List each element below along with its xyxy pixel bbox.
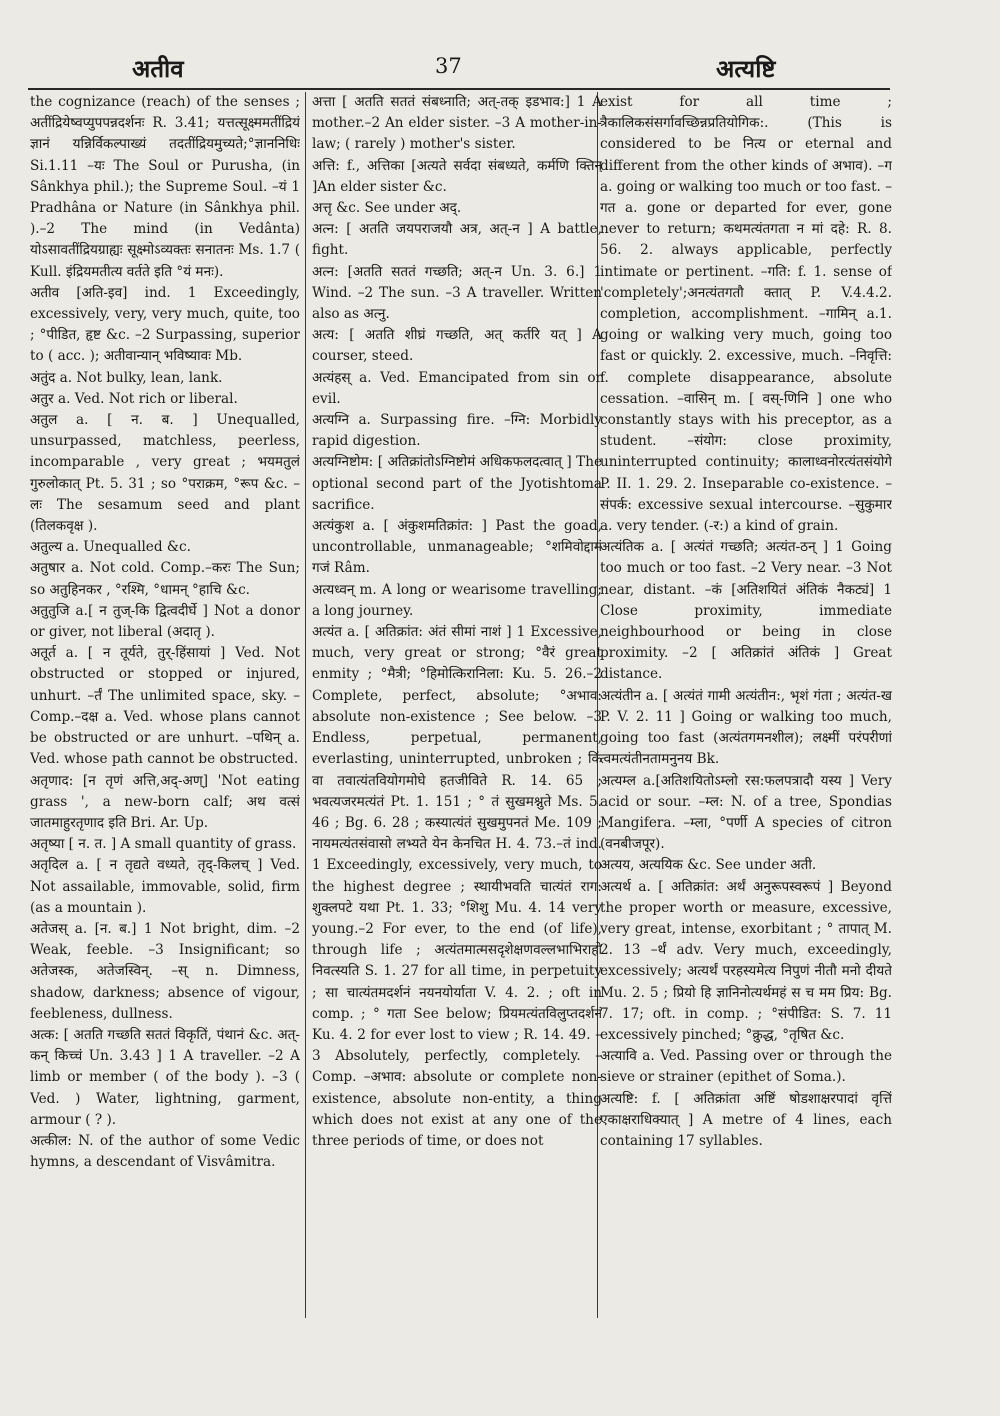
dictionary-entry: अत्य: [ अतति शीघ्रं गच्छति, अत् कर्तरि यत् ] A courser, steed. bbox=[312, 327, 602, 365]
dictionary-entry: अत्यर्थ a. [ अतिक्रांत: अर्थं अनुरूपस्वरूपं ] Beyond the proper worth or measure, excessive, very great, intense, exorbitant ; ° तापात् M. 2. 13 –र्थं adv. Very much, exceedingly, excessively; अत्यर्थं परहस्यमेत्य निपुणं नीतौ मनो दीयते Mu. 2. 5 ; प्रियो हि ज्ञानिनोत्यर्थमहं स च मम प्रिय: Bg. 7. 17; oft. in comp. ; °संपीडित: S. 7. 11 excessively pinched; °क्रुद्ध, °तृषित &c. bbox=[600, 878, 892, 1043]
dictionary-entry: अत्न: [ अतति जयपराजयौ अत्र, अत्-न ] A battle, fight. bbox=[312, 221, 602, 259]
left-running-head: अतीव bbox=[132, 54, 184, 83]
dictionary-entry: अत्यम्ल a.[अतिशयितोऽम्लो रस:फलपत्रादौ यस्य ] Very acid or sour. –म्ल: N. of a tree, Spondias Mangifera. –म्ला, °पर्णी A species of citron (वनबीजपूर). bbox=[600, 772, 892, 853]
dictionary-entry: अतेजस् a. [न. ब.] 1 Not bright, dim. –2 Weak, feeble. –3 Insignificant; so अतेजस्क, अतेजस्विन्. –स् n. Dimness, shadow, darkness; absence of vigour, feebleness, dullness. bbox=[30, 920, 300, 1022]
dictionary-entry: अतृष्या [ न. त. ] A small quantity of grass. bbox=[30, 836, 297, 853]
dictionary-entry: अत्यग्नि a. Surpassing fire. –ग्नि: Morbidly rapid digestion. bbox=[312, 412, 602, 450]
dictionary-entry: अत्यग्निष्टोम: [ अतिक्रांतोऽग्निष्टोमं अधिकफलदत्वात् ] The optional second part of the Jyotishtoma sacrifice. bbox=[312, 454, 602, 513]
dictionary-entry: अतुतुजि a.[ न तुज्-कि द्वित्वदीर्घे ] Not a donor or giver, not liberal (अदातृ ). bbox=[30, 602, 300, 641]
dictionary-entry: अत्यंत a. [ अतिक्रांत: अंतं सीमां नाशं ] 1 Excessive, much, very great or strong; °वैरं great enmity ; °मैत्री; °हिमोत्किरानिला: Ku. 5. 26.–2 Complete, perfect, absolute; °अभाव: absolute non-existence ; See below. –3 Endless, perpetual, permanent, everlasting, uninterrupted, unbroken ; किं वा तवात्यंतवियोगमोघे हतजीविते R. 14. 65 ; भवत्यजरमत्यंतं Pt. 1. 151 ; ° तं सुखमश्नुते Ms. 5. 46 ; Bg. 6. 28 ; कस्यात्यंतं सुखमुपनतं Me. 109 ; नायमत्यंतसंवासो लभ्यते येन केनचित H. 4. 73.–तं ind. 1 Exceedingly, excessively, very much, to the highest degree ; स्थायीभवति चात्यंतं राग: शुक्लपटे यथा Pt. 1. 33; °शिशु Mu. 4. 14 very young.–2 For ever, to the end (of life), through life ; अत्यंतमात्मसदृशेक्षणवल्लभाभिराहो निवत्स्यति S. 1. 27 for all time, in perpetuity ; सा चात्यंतमदर्शनं नयनयोर्याता V. 4. 2. ; oft in comp. ; ° गता See below; प्रियमत्यंतविलुप्तदर्शनं Ku. 4. 2 for ever lost to view ; R. 14. 49. –3 Absolutely, perfectly, completely. –Comp. –अभाव: absolute or complete non-existence, absolute non-entity, a thing which does not exist at any one of the three periods of time, or does not bbox=[312, 624, 602, 1149]
dictionary-entry: अतुल a. [ न. ब. ] Unequalled, unsurpassed, matchless, peerless, incomparable , very great ; भयमतुलं गुरुलोकात् Pt. 5. 31 ; so °पराक्रम, °रूप &c. –लः The sesamum seed and plant (तिलकवृक्ष ). bbox=[30, 412, 300, 535]
dictionary-entry: अतुषार a. Not cold. Comp.–करः The Sun; so अतुहिनकर , °रश्मि, °धामन् °हाचि &c. bbox=[30, 560, 300, 598]
dictionary-entry: अत्तृ &c. See under अद्. bbox=[312, 200, 462, 217]
dictionary-entry: अतृणाद: [न तृणं अत्ति,अद्-अण्] 'Not eating grass ', a new-born calf; अथ वत्सं जातमाहुरतृणाद इति Bri. Ar. Up. bbox=[30, 772, 300, 831]
dictionary-entry: अत्यावि a. Ved. Passing over or through the sieve or strainer (epithet of Soma.). bbox=[600, 1048, 892, 1086]
page-header bbox=[0, 40, 1000, 100]
dictionary-entry: अत्न: [अतति सततं गच्छति; अत्-न Un. 3. 6.] 1 Wind. –2 The sun. –3 A traveller. Written also as अत्नु. bbox=[312, 263, 602, 323]
dictionary-entry: अत्यष्टि: f. [ अतिक्रांता अष्टिं षोडशाक्षरपादां वृत्तिं एकाक्षराधिक्यात् ] A metre of 4 lines, each containing 17 syllables. bbox=[600, 1090, 892, 1149]
right-running-head: अत्यष्टि bbox=[716, 54, 776, 83]
dictionary-entry: अतूर्त a. [ न तूर्यते, तुर्-हिंसायां ] Ved. Not obstructed or stopped or injured, unhurt. –र्तं The unlimited space, sky. –Comp.–दक्ष a. Ved. whose plans cannot be obstructed or are unhurt. –पथिन् a. Ved. whose path cannot be obstructed. bbox=[30, 645, 300, 768]
dictionary-entry: अत्ति: f., अत्तिका [अत्यते सर्वदा संबध्यते, कर्मणि क्तिन् ]An elder sister &c. bbox=[312, 157, 602, 195]
dictionary-entry: अतुर a. Ved. Not rich or liberal. bbox=[30, 390, 238, 407]
dictionary-entry: अत्ता [ अतति सततं संबध्नाति; अत्-तक् इडभाव:] 1 A mother.–2 An elder sister. –3 A mother-in-law; ( rarely ) mother's sister. bbox=[312, 94, 602, 153]
header-rule bbox=[28, 88, 890, 90]
dictionary-entry: अत्यंहस् a. Ved. Emancipated from sin or evil. bbox=[312, 369, 602, 407]
dictionary-entry: अत्यध्वन् m. A long or wearisome travelling; a long journey. bbox=[312, 581, 602, 619]
dictionary-entry: अत्यय, अत्ययिक &c. See under अती. bbox=[600, 857, 817, 874]
column-middle bbox=[312, 92, 602, 1332]
dictionary-entry: अतृदिल a. [ न तृद्यते वध्यते, तृद्-किलच् ] Ved. Not assailable, immovable, solid, firm (as a mountain ). bbox=[30, 857, 300, 916]
column-divider bbox=[305, 92, 306, 1318]
dictionary-entry: अत्यंतीन a. [ अत्यंतं गामी अत्यंतीन:, भृशं गंता ; अत्यंत-ख P. V. 2. 11 ] Going or walking too much, going too fast (अत्यंतगमनशील); लक्ष्मीं परंपरीणां त्वमत्यंतीनतामनुनय Bk. bbox=[600, 687, 892, 768]
column-left bbox=[30, 92, 300, 1332]
page-number: 37 bbox=[435, 54, 462, 78]
dictionary-entry: अत्यंकुश a. [ अंकुशमतिक्रांत: ] Past the goad, uncontrollable, unmanageable; °शमिवोद्दामं गजं Râm. bbox=[312, 518, 602, 577]
dictionary-entry: अत्कील: N. of the author of some Vedic hymns, a descendant of Visvâmitra. bbox=[30, 1132, 300, 1171]
dictionary-entry: अतुंद a. Not bulky, lean, lank. bbox=[30, 369, 223, 386]
column-right bbox=[600, 92, 892, 1332]
dictionary-entry: अत्क: [ अतति गच्छति सततं विकृतिं, पंथानं &c. अत्-कन् किच्चं Un. 3.43 ] 1 A traveller. –2 A limb or member ( of the body ). –3 ( Ved. ) Water, lightning, garment, armour ( ? ). bbox=[30, 1026, 300, 1128]
dictionary-entry: अत्यंतिक a. [ अत्यंतं गच्छति; अत्यंत-ठन् ] 1 Going too much or too fast. –2 Very near. –3 Not near, distant. –कं [अतिशयितं अंतिकं नैकट्यं] 1 Close proximity, immediate neighbourhood or being in close proximity. –2 [ अतिक्रांतं अंतिकं ] Great distance. bbox=[600, 539, 892, 683]
dictionary-entry: अतीव [अति-इव] ind. 1 Exceedingly, excessively, very, very much, quite, too ; °पीडित, हृष्ट &c. –2 Surpassing, superior to ( acc. ); अतीवान्यान् भविष्यावः Mb. bbox=[30, 284, 300, 365]
dictionary-entry: the cognizance (reach) of the senses ; अतींद्रियेष्वप्युपपन्नदर्शनः R. 3.41; यत्तत्सूक्ष्ममतींद्रियं ज्ञानं यन्निर्विकल्पाख्यं तदतींद्रियमुच्यते;°ज्ञाननिधिः Si.1.11 –यः The Soul or Purusha, (in Sânkhya phil.); the Supreme Soul. –यं 1 Pradhâna or Nature (in Sânkhya phil. ).–2 The mind (in Vedânta) योऽसावतींद्रियग्राह्यः सूक्ष्मोऽव्यक्तः सनातनः Ms. 1.7 ( Kull. इंद्रियमतीत्य वर्तते इति °यं मनः). bbox=[30, 94, 300, 280]
dictionary-entry: अतुल्य a. Unequalled &c. bbox=[30, 539, 191, 556]
dictionary-entry: exist for all time ; त्रैकालिकसंसर्गावच्छिन्नप्रतियोगिक:. (This is considered to be नित्य or eternal and different from the other kinds of अभाव). –ग a. going or walking too much or too fast. –गत a. gone or departed for ever, gone never to return; कथमत्यंतगता न मां दहे: R. 8. 56. 2. always applicable, perfectly intimate or pertinent. –गति: f. 1. sense of 'completely';अनत्यंतगतौ क्तात् P. V.4.4.2. completion, accomplishment. –गामिन् a.1. going or walking very much, going too fast or quickly. 2. excessive, much. –निवृत्ति: f. complete disappearance, absolute cessation. –वासिन् m. [ वस्-णिनि ] one who constantly stays with his preceptor, as a student. –संयोग: close proximity, uninterrupted continuity; कालाध्वनोरत्यंतसंयोगे P. II. 1. 29. 2. Inseparable co-existence. –संपर्क: excessive sexual intercourse. –सुकुमार a. very tender. (-र:) a kind of grain. bbox=[600, 94, 892, 535]
